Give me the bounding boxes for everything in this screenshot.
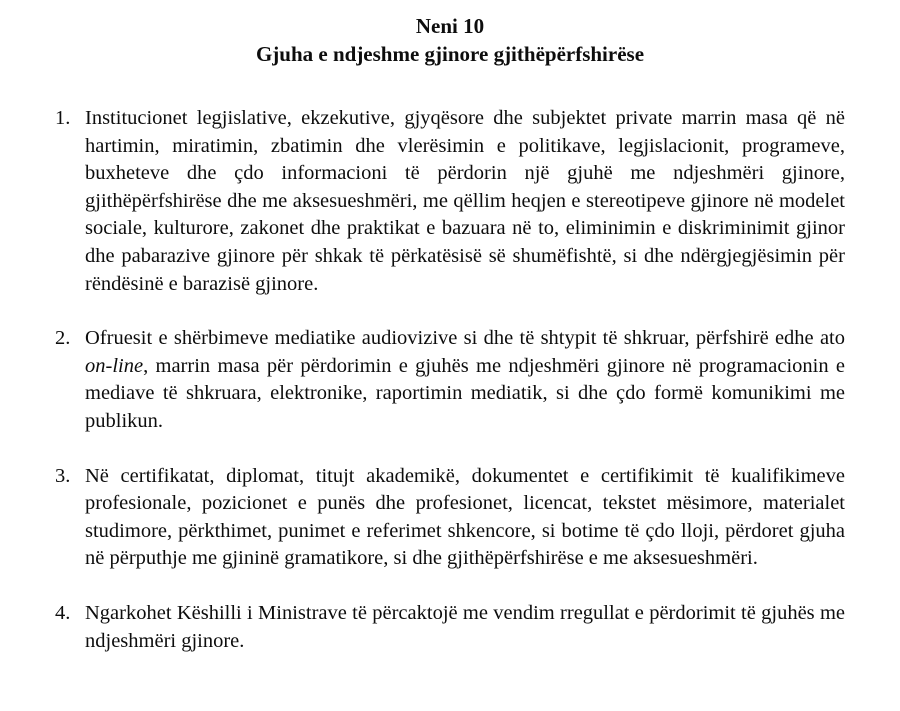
clause-3-text: Në certifikatat, diplomat, titujt akademikë, dokumentet e certifikimit të kualifikimeve profesionale, pozicionet e punës dhe profesionet, licencat, tekstet mësimore, materialet studimore, përkthimet, punimet e referimet shkencore, si botime të çdo lloji, përdoret gjuha në përputhje me gjininë gramatikore, si dhe gjithëpërfshirëse e me aksesueshmëri. <box>85 464 845 570</box>
clause-3-number: 3. <box>55 464 71 487</box>
clause-1-text: Institucionet legjislative, ekzekutive, gjyqësore dhe subjektet private marrin masa që në hartimin, miratimin, zbatimin dhe vlerësimin e politikave, legjislacionit, programeve, buxheteve dhe çdo informacioni të përdorin një gjuhë me ndjeshmëri gjinore, gjithëpërfshirëse dhe me aksesueshmëri, me qëllim heqjen e stereotipeve gjinore në modelet sociale, kulturore, zakonet dhe praktikat e bazuara në to, eliminimin e diskriminimit gjinor dhe pabarazive gjinore për shkak të përkatësisë së shumëfishtë, si dhe ndërgjegjësimin për rëndësinë e barazisë gjinore. <box>85 107 845 295</box>
clause-4-number: 4. <box>55 601 71 624</box>
article-subtitle: Gjuha e ndjeshme gjinore gjithëpërfshirëse <box>255 42 645 66</box>
article-clauses <box>55 105 845 655</box>
clause-2-number: 2. <box>55 327 71 350</box>
clause-1 <box>55 105 845 298</box>
clause-3 <box>55 463 845 573</box>
clause-2-text-after: , marrin masa për përdorimin e gjuhës me ndjeshmëri gjinore në programacionin e mediave të shkruara, elektronike, raportimin mediatik, si dhe çdo formë komunikimi me publikun. <box>85 354 845 432</box>
clause-1-number: 1. <box>55 107 71 129</box>
clause-2 <box>55 325 845 435</box>
article-number-title: Neni 10 <box>415 14 485 38</box>
clause-2-italic-term: on-line <box>85 354 144 377</box>
document-header <box>55 12 845 68</box>
clause-4-text: Ngarkohet Këshilli i Ministrave të përcaktojë me vendim rregullat e përdorimit të gjuhës me ndjeshmëri gjinore. <box>85 601 845 652</box>
clause-2-text-before: Ofruesit e shërbimeve mediatike audiovizive si dhe të shtypit të shkruar, përfshirë edhe ato <box>85 327 845 350</box>
clause-4 <box>55 600 845 655</box>
